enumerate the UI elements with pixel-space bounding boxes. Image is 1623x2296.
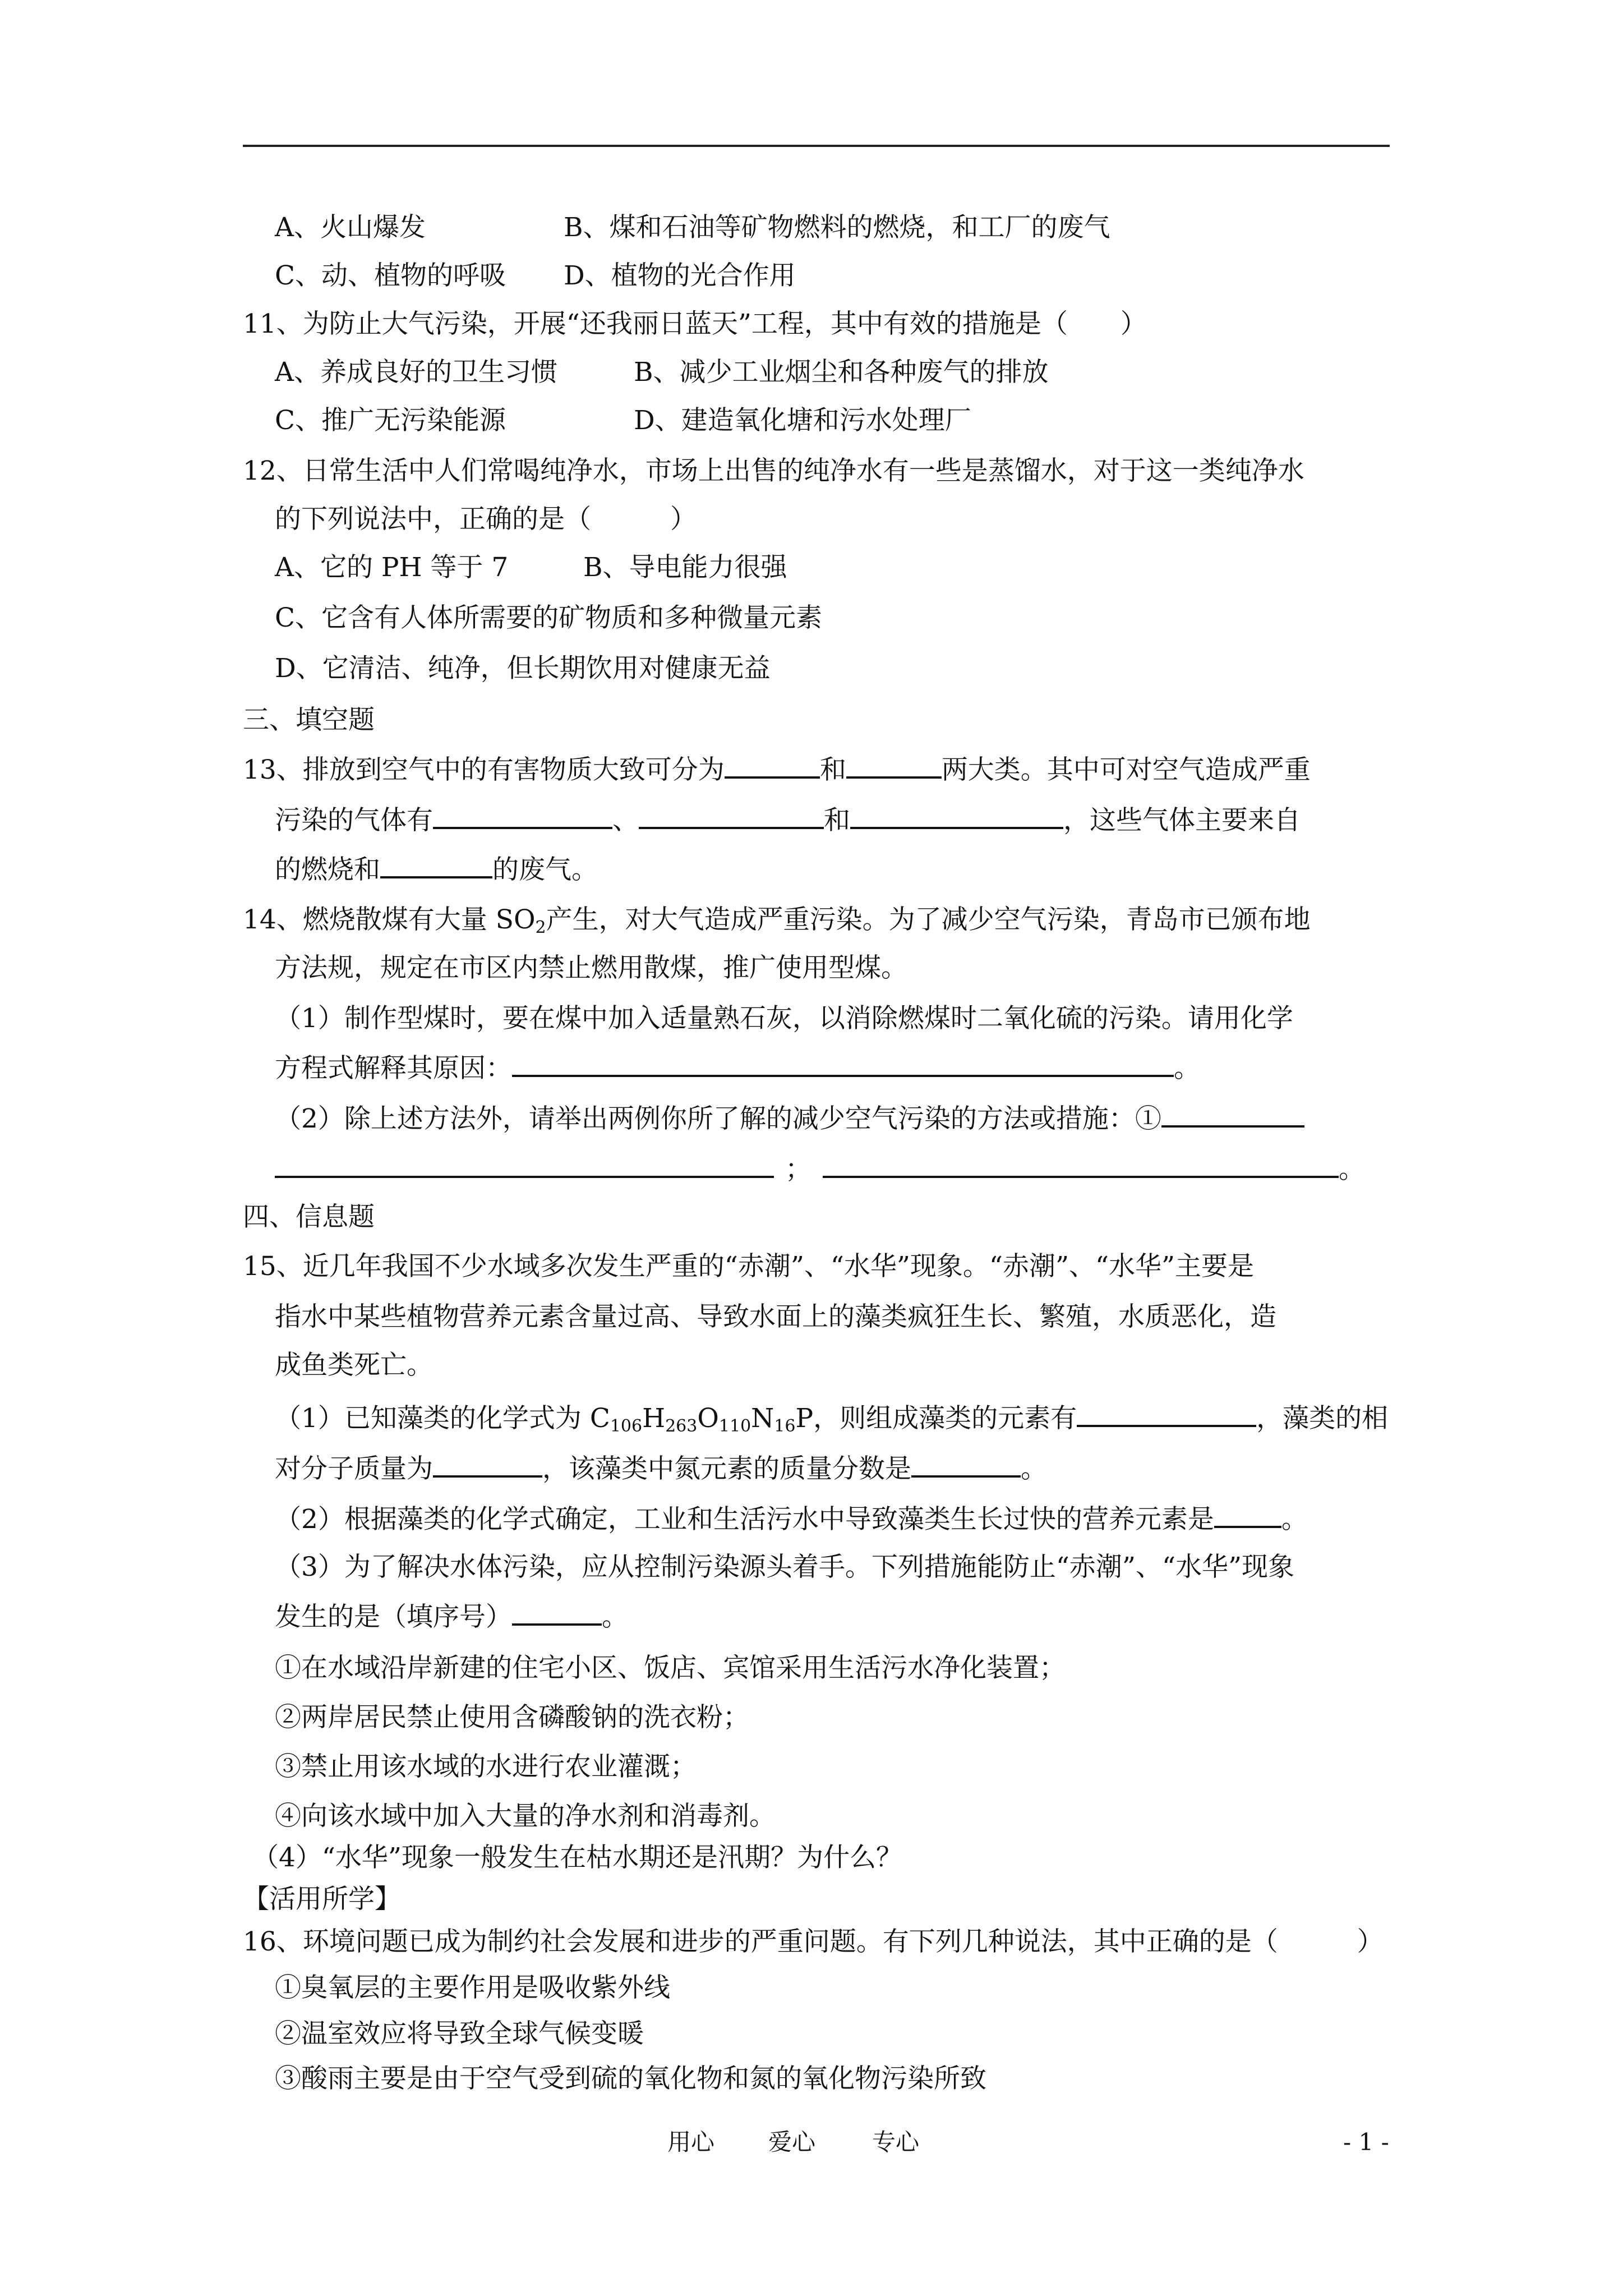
q15-sub1-line1: [275, 1400, 1388, 1435]
q13-text: 13、排放到空气中的有害物质大致可分为: [243, 754, 725, 785]
section-info-heading: 四、信息题: [243, 1202, 375, 1232]
q15-text: （1）已知藻类的化学式为 C: [275, 1403, 610, 1434]
q12-option-b: B、导电能力很强: [583, 552, 787, 583]
q16-option-1: ①臭氧层的主要作用是吸收紫外线: [275, 1972, 670, 2003]
q15-sub3-line2: [275, 1599, 628, 1634]
answer-blank[interactable]: [850, 802, 1063, 829]
answer-blank[interactable]: [911, 1451, 1021, 1478]
q14-line2: 方法规，规定在市区内禁止燃用散煤，推广使用型煤。: [275, 953, 907, 983]
q16-option-2: ②温室效应将导致全球气候变暖: [275, 2018, 644, 2049]
answer-blank[interactable]: [512, 1050, 1174, 1077]
q15-text: O: [697, 1403, 719, 1434]
q14-text: 。: [1174, 1053, 1200, 1084]
q15-text: P，则组成藻类的元素有: [795, 1403, 1077, 1434]
q15-line1: 15、近几年我国不少水域多次发生严重的“赤潮”、“水华”现象。“赤潮”、“水华”主要是: [243, 1251, 1255, 1282]
q11-stem: 11、为防止大气污染，开展“还我丽日蓝天”工程，其中有效的措施是（ ）: [243, 309, 1147, 339]
answer-blank[interactable]: [433, 802, 612, 829]
q13-text: 两大类。其中可对空气造成严重: [941, 754, 1311, 785]
q15-text: H: [642, 1403, 666, 1434]
subscript: 263: [665, 1416, 698, 1436]
q15-option-4: ④向该水域中加入大量的净水剂和消毒剂。: [275, 1801, 776, 1832]
q15-text: ，藻类的相: [1256, 1403, 1389, 1434]
q15-line2: 指水中某些植物营养元素含量过高、导致水面上的藻类疯狂生长、繁殖，水质恶化，造: [275, 1301, 1276, 1332]
header-rule: [243, 145, 1390, 147]
q15-text: 。: [1021, 1453, 1047, 1484]
q15-text: 。: [1281, 1504, 1308, 1535]
subscript: 16: [774, 1416, 796, 1436]
q14-text: 产生，对大气造成严重污染。为了减少空气污染，青岛市已颁布地: [546, 904, 1311, 935]
q11-option-d: D、建造氧化塘和污水处理厂: [634, 405, 971, 436]
q14-text: 14、燃烧散煤有大量 SO: [243, 904, 536, 935]
q15-text: （2）根据藻类的化学式确定，工业和生活污水中导致藻类生长过快的营养元素是: [275, 1504, 1214, 1535]
section-fill-in-heading: 三、填空题: [243, 705, 375, 735]
answer-blank[interactable]: [639, 802, 824, 829]
q12-option-d: D、它清洁、纯净，但长期饮用对健康无益: [275, 653, 771, 684]
q16-stem: 16、环境问题已成为制约社会发展和进步的严重问题。有下列几种说法，其中正确的是（ ）: [243, 1926, 1384, 1957]
footer-motto-1: 用心: [667, 2128, 715, 2156]
subscript: 106: [610, 1416, 643, 1436]
answer-blank[interactable]: [823, 1151, 1339, 1178]
q10-option-b: B、煤和石油等矿物燃料的燃烧，和工厂的废气: [564, 212, 1110, 243]
q13-text: 和: [819, 754, 846, 785]
q15-sub1-line2: [275, 1451, 1047, 1486]
footer-motto-2: 爱心: [768, 2128, 816, 2156]
q12-stem-line1: 12、日常生活中人们常喝纯净水，市场上出售的纯净水有一些是蒸馏水，对于这一类纯净水: [243, 455, 1304, 486]
answer-blank[interactable]: [1077, 1400, 1256, 1427]
q15-option-3: ③禁止用该水域的水进行农业灌溉；: [275, 1751, 697, 1782]
q15-sub2: [275, 1501, 1308, 1536]
q13-text: ，这些气体主要来自: [1063, 805, 1301, 836]
page-number: - 1 -: [1343, 2128, 1389, 2156]
q14-line1: [243, 903, 1311, 937]
q12-option-a: A、它的 PH 等于 7: [275, 552, 509, 583]
q13-text: 、: [612, 805, 639, 836]
q16-option-3: ③酸雨主要是由于空气受到硫的氧化物和氮的氧化物污染所致: [275, 2063, 986, 2094]
answer-blank[interactable]: [1161, 1101, 1304, 1128]
answer-blank[interactable]: [275, 1151, 774, 1178]
q10-option-c: C、动、植物的呼吸: [275, 260, 506, 291]
q15-sub4: （4）“水华”现象一般发生在枯水期还是汛期？为什么？: [252, 1842, 902, 1873]
q11-option-c: C、推广无污染能源: [275, 405, 506, 436]
q12-stem-line2: 的下列说法中，正确的是（ ）: [275, 504, 697, 535]
q13-line1: [243, 752, 1311, 787]
q15-option-1: ①在水域沿岸新建的住宅小区、饭店、宾馆采用生活污水净化装置；: [275, 1653, 1066, 1683]
q13-text: 的燃烧和: [275, 854, 380, 885]
q13-line3: [275, 852, 598, 887]
q14-text: 方程式解释其原因：: [275, 1053, 512, 1084]
q15-text: ，该藻类中氮元素的质量分数是: [542, 1453, 911, 1484]
q14-sub1-line2: [275, 1050, 1200, 1085]
q14-text: （2）除上述方法外，请举出两例你所了解的减少空气污染的方法或措施：①: [275, 1103, 1161, 1134]
q14-text: ；: [785, 1154, 811, 1185]
q14-sub1-line1: （1）制作型煤时，要在煤中加入适量熟石灰，以消除燃煤时二氧化硫的污染。请用化学: [275, 1003, 1293, 1034]
q10-option-d: D、植物的光合作用: [564, 260, 796, 291]
q15-sub3-line1: （3）为了解决水体污染，应从控制污染源头着手。下列措施能防止“赤潮”、“水华”现象: [275, 1552, 1295, 1582]
q15-text: N: [751, 1403, 774, 1434]
subscript: 2: [535, 918, 546, 937]
q11-option-a: A、养成良好的卫生习惯: [275, 357, 557, 388]
answer-blank[interactable]: [725, 752, 820, 779]
q13-line2: [275, 802, 1301, 838]
q15-option-2: ②两岸居民禁止使用含磷酸钠的洗衣粉；: [275, 1702, 749, 1733]
answer-blank[interactable]: [1214, 1501, 1281, 1528]
q12-option-c: C、它含有人体所需要的矿物质和多种微量元素: [275, 602, 822, 633]
subscript: 110: [718, 1416, 751, 1436]
q13-text: 和: [824, 805, 850, 836]
q15-text: 对分子质量为: [275, 1453, 433, 1484]
q14-sub2-line1: [275, 1101, 1304, 1136]
footer-motto-3: 专心: [872, 2128, 920, 2156]
q15-text: 发生的是（填序号）: [275, 1602, 512, 1632]
q13-text: 的废气。: [492, 854, 598, 885]
answer-blank[interactable]: [846, 752, 942, 779]
answer-blank[interactable]: [380, 852, 492, 878]
q11-option-b: B、减少工业烟尘和各种废气的排放: [634, 357, 1049, 388]
q13-text: 污染的气体有: [275, 805, 433, 836]
section-apply-heading: 【活用所学】: [243, 1884, 401, 1915]
q10-option-a: A、火山爆发: [275, 212, 426, 243]
answer-blank[interactable]: [512, 1599, 602, 1626]
q14-text: 。: [1339, 1154, 1365, 1185]
q15-line3: 成鱼类死亡。: [275, 1350, 433, 1381]
q14-sub2-line2: [275, 1151, 1365, 1186]
answer-blank[interactable]: [433, 1451, 542, 1478]
q15-text: 。: [602, 1602, 628, 1632]
